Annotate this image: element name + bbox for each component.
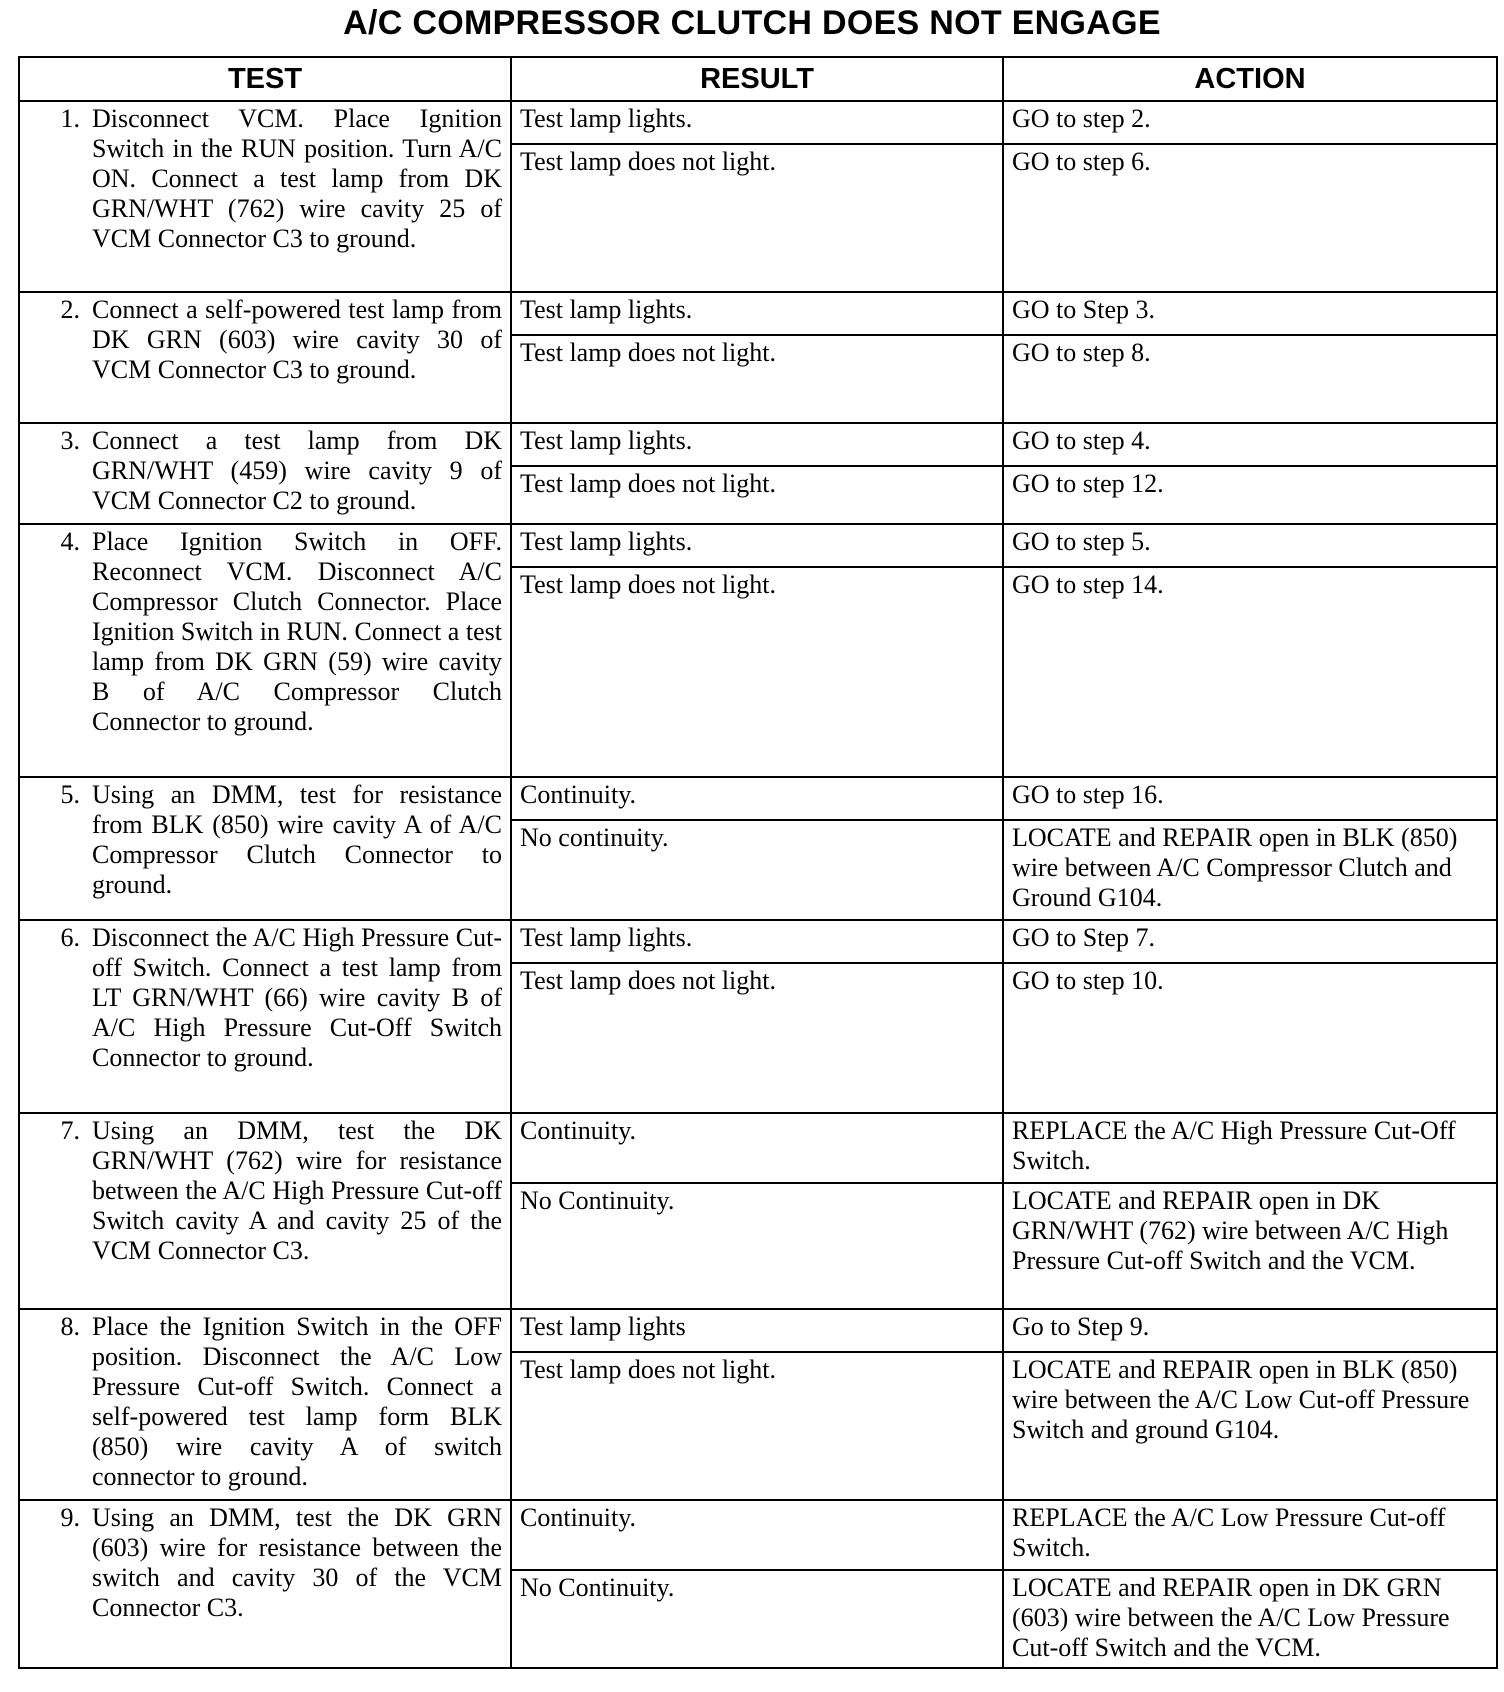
action-cell: LOCATE and REPAIR open in BLK (850) wire between A/C Compressor Clutch and Ground G104.: [1003, 820, 1497, 920]
result-cell: No Continuity.: [511, 1183, 1003, 1309]
action-cell: REPLACE the A/C Low Pressure Cut-off Switch.: [1003, 1500, 1497, 1570]
result-cell: Continuity.: [511, 777, 1003, 820]
test-cell: [19, 292, 511, 423]
result-cell: Test lamp does not light.: [511, 963, 1003, 1113]
action-cell: GO to step 12.: [1003, 466, 1497, 524]
action-cell: LOCATE and REPAIR open in BLK (850) wire between the A/C Low Cut-off Pressure Switch and ground G104.: [1003, 1352, 1497, 1500]
action-cell: GO to Step 3.: [1003, 292, 1497, 335]
test-cell: [19, 920, 511, 1113]
result-cell: Test lamp lights.: [511, 524, 1003, 567]
table-row: [19, 1500, 1497, 1570]
step-number: 3.: [60, 426, 80, 455]
test-text: Using an DMM, test the DK GRN/WHT (762) wire for resistance between the A/C High Pressure Cut-off Switch cavity A and cavity 25 of the VCM Connector C3.: [92, 1116, 502, 1265]
action-cell: REPLACE the A/C High Pressure Cut-Off Switch.: [1003, 1113, 1497, 1183]
result-cell: Test lamp does not light.: [511, 567, 1003, 777]
table-row: [19, 920, 1497, 963]
step-number: 1.: [60, 104, 80, 133]
result-cell: Test lamp lights.: [511, 920, 1003, 963]
table-row: [19, 1113, 1497, 1183]
table-row: [19, 101, 1497, 144]
step-number: 8.: [60, 1312, 80, 1341]
action-cell: GO to step 8.: [1003, 335, 1497, 423]
action-cell: LOCATE and REPAIR open in DK GRN/WHT (762) wire between A/C High Pressure Cut-off Switch and the VCM.: [1003, 1183, 1497, 1309]
result-cell: Test lamp does not light.: [511, 144, 1003, 292]
action-cell: GO to step 14.: [1003, 567, 1497, 777]
result-cell: Test lamp does not light.: [511, 1352, 1003, 1500]
action-cell: LOCATE and REPAIR open in DK GRN (603) wire between the A/C Low Pressure Cut-off Switch and the VCM.: [1003, 1570, 1497, 1668]
result-cell: Continuity.: [511, 1113, 1003, 1183]
header-test: TEST: [19, 57, 511, 101]
step-number: 9.: [60, 1503, 80, 1532]
test-text: Using an DMM, test for resistance from BLK (850) wire cavity A of A/C Compressor Clutch Connector to ground.: [92, 780, 502, 899]
header-action: ACTION: [1003, 57, 1497, 101]
test-cell: [19, 1500, 511, 1668]
table-row: [19, 524, 1497, 567]
result-cell: No Continuity.: [511, 1570, 1003, 1668]
action-cell: Go to Step 9.: [1003, 1309, 1497, 1352]
test-cell: [19, 1309, 511, 1500]
step-number: 2.: [60, 295, 80, 324]
header-result: RESULT: [511, 57, 1003, 101]
test-text: Disconnect VCM. Place Ignition Switch in the RUN position. Turn A/C ON. Connect a test lamp from DK GRN/WHT (762) wire cavity 25 of VCM Connector C3 to ground.: [92, 104, 502, 253]
test-cell: [19, 777, 511, 920]
table-row: [19, 292, 1497, 335]
header-row: [19, 57, 1497, 101]
result-cell: Test lamp lights.: [511, 423, 1003, 466]
action-cell: GO to step 5.: [1003, 524, 1497, 567]
test-text: Place Ignition Switch in OFF. Reconnect VCM. Disconnect A/C Compressor Clutch Connector. Place Ignition Switch in RUN. Connect a test lamp from DK GRN (59) wire cavity B of A/C Compressor Clutch Connector to ground.: [92, 527, 502, 736]
diagnostic-table: [18, 56, 1498, 1669]
result-cell: Test lamp lights.: [511, 292, 1003, 335]
result-cell: Test lamp does not light.: [511, 335, 1003, 423]
test-text: Place the Ignition Switch in the OFF position. Disconnect the A/C Low Pressure Cut-off Switch. Connect a self-powered test lamp form BLK (850) wire cavity A of switch connector to ground.: [92, 1312, 502, 1491]
page-title: A/C COMPRESSOR CLUTCH DOES NOT ENGAGE: [343, 4, 1161, 42]
test-text: Connect a self-powered test lamp from DK GRN (603) wire cavity 30 of VCM Connector C3 to ground.: [92, 295, 502, 384]
test-cell: [19, 423, 511, 524]
action-cell: GO to step 16.: [1003, 777, 1497, 820]
table-row: [19, 777, 1497, 820]
result-cell: Test lamp does not light.: [511, 466, 1003, 524]
result-cell: No continuity.: [511, 820, 1003, 920]
action-cell: GO to Step 7.: [1003, 920, 1497, 963]
test-text: Disconnect the A/C High Pressure Cut-off Switch. Connect a test lamp from LT GRN/WHT (66) wire cavity B of A/C High Pressure Cut-Off Switch Connector to ground.: [92, 923, 502, 1072]
result-cell: Test lamp lights.: [511, 101, 1003, 144]
action-cell: GO to step 4.: [1003, 423, 1497, 466]
result-cell: Continuity.: [511, 1500, 1003, 1570]
test-text: Connect a test lamp from DK GRN/WHT (459) wire cavity 9 of VCM Connector C2 to ground.: [92, 426, 502, 515]
step-number: 6.: [60, 923, 80, 952]
test-cell: [19, 524, 511, 777]
result-cell: Test lamp lights: [511, 1309, 1003, 1352]
step-number: 4.: [60, 527, 80, 556]
table-row: [19, 1309, 1497, 1352]
test-cell: [19, 1113, 511, 1309]
action-cell: GO to step 10.: [1003, 963, 1497, 1113]
action-cell: GO to step 2.: [1003, 101, 1497, 144]
table-row: [19, 423, 1497, 466]
action-cell: GO to step 6.: [1003, 144, 1497, 292]
test-text: Using an DMM, test the DK GRN (603) wire for resistance between the switch and cavity 30 of the VCM Connector C3.: [92, 1503, 502, 1622]
step-number: 7.: [60, 1116, 80, 1145]
step-number: 5.: [60, 780, 80, 809]
test-cell: [19, 101, 511, 292]
